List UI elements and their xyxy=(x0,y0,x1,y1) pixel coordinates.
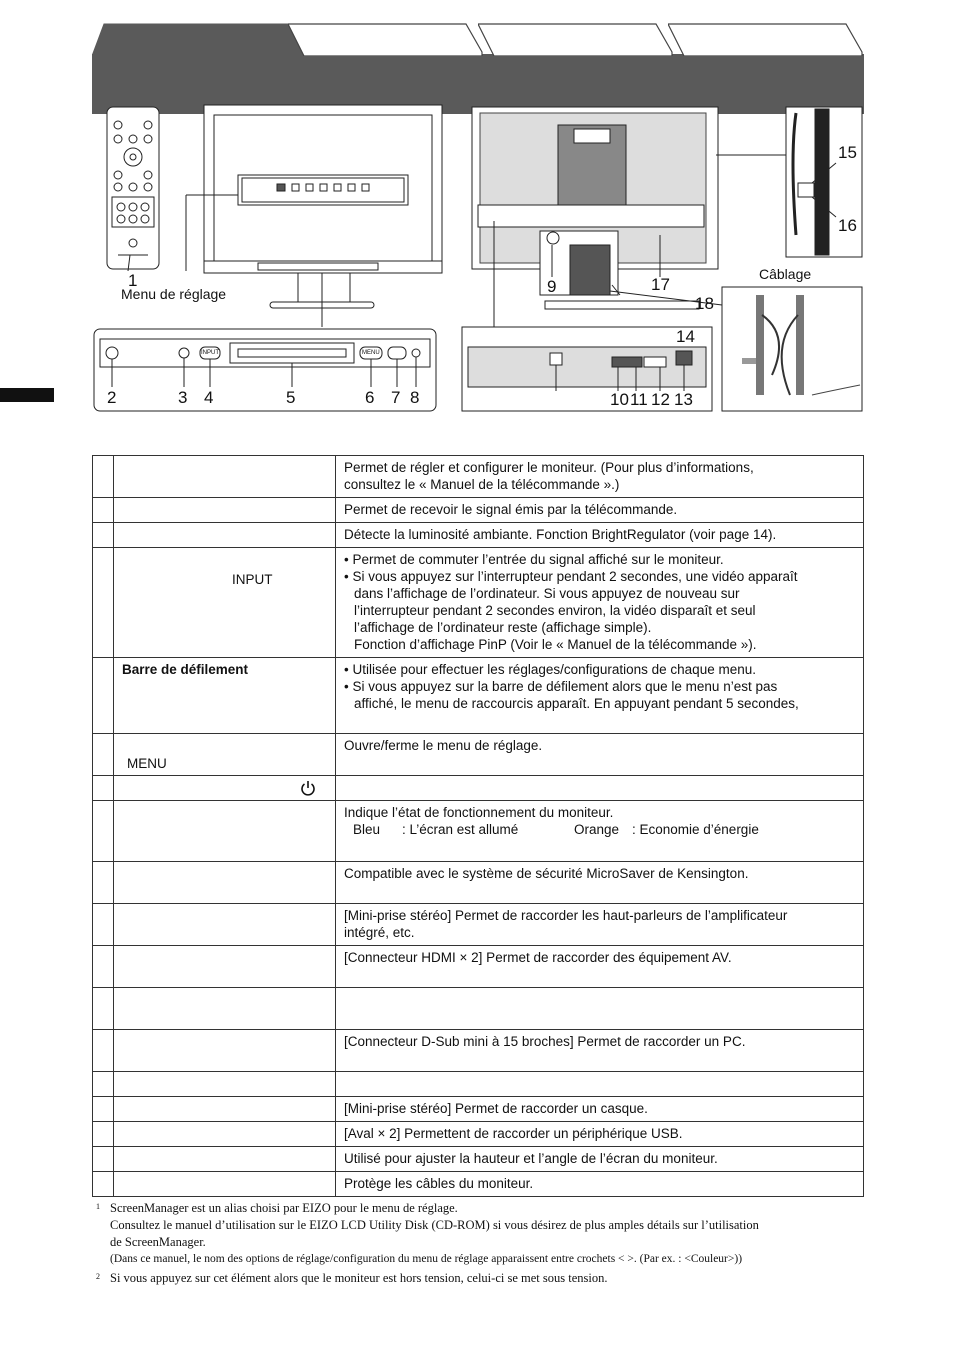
status-orange-text: : Economie d’énergie xyxy=(632,822,759,837)
table-cell xyxy=(114,734,336,776)
table-row xyxy=(93,523,864,548)
status-line xyxy=(344,821,855,838)
tab-2[interactable] xyxy=(288,22,484,56)
language-tabs xyxy=(92,22,864,94)
callout-10: 10 xyxy=(610,390,629,409)
status-blue: Bleu xyxy=(353,822,381,837)
table-cell xyxy=(93,498,114,523)
tab-4[interactable] xyxy=(668,22,864,56)
table-cell xyxy=(114,1122,336,1147)
table-cell xyxy=(336,862,864,904)
footnote-line: (Dans ce manuel, le nom des options de réglage/configuration du menu de réglage apparaissent entre crochets < >. (Par ex. : <Couleur>)) xyxy=(110,1253,743,1265)
row-desc: [Connecteur HDMI × 2] Permet de raccorder des équipement AV. xyxy=(344,950,732,965)
table-cell xyxy=(93,658,114,734)
row-desc: l’affichage de l’ordinateur reste (affichage simple). xyxy=(354,620,652,635)
table-row xyxy=(93,734,864,776)
table-cell xyxy=(93,1030,114,1072)
menu-button-mini-label: MENU xyxy=(362,350,380,356)
table-cell xyxy=(114,1097,336,1122)
caption-cablage: Câblage xyxy=(759,266,812,282)
table-cell xyxy=(93,1122,114,1147)
table-cell xyxy=(93,988,114,1030)
footnote-1 xyxy=(92,1200,882,1268)
table-row xyxy=(93,1172,864,1197)
table-cell xyxy=(93,776,114,801)
table-row xyxy=(93,548,864,658)
table-row xyxy=(93,1072,864,1097)
table-row xyxy=(93,776,864,801)
remote-control-icon xyxy=(107,107,159,269)
table-cell xyxy=(93,801,114,862)
table-cell xyxy=(336,658,864,734)
footnote-line: ScreenManager est un alias choisi par EIZO pour le menu de réglage. xyxy=(110,1201,458,1215)
callout-13: 13 xyxy=(674,390,693,409)
table-cell xyxy=(336,1097,864,1122)
callout-12: 12 xyxy=(651,390,670,409)
monitor-rear-icon xyxy=(472,107,718,309)
table-row xyxy=(93,946,864,988)
table-cell xyxy=(114,1172,336,1197)
table-cell xyxy=(336,988,864,1030)
table-cell xyxy=(114,498,336,523)
table-cell xyxy=(114,456,336,498)
table-row xyxy=(93,456,864,498)
table-cell xyxy=(93,862,114,904)
table-cell xyxy=(336,1172,864,1197)
table-row xyxy=(93,904,864,946)
row-desc: [Mini-prise stéréo] Permet de raccorder les haut-parleurs de l’amplificateur xyxy=(344,908,788,923)
table-row xyxy=(93,1097,864,1122)
table-row xyxy=(93,658,864,734)
footnotes xyxy=(92,1200,882,1287)
footnote-line: Consultez le manuel d’utilisation sur le EIZO LCD Utility Disk (CD-ROM) si vous désirez de plus amples détails sur l’utilisation xyxy=(110,1218,759,1232)
row-desc: affiché, le menu de raccourcis apparaît. En appuyant pendant 5 secondes, xyxy=(354,696,799,711)
power-icon xyxy=(300,779,316,797)
row-desc: Fonction d’affichage PinP (Voir le « Manuel de la télécommande »). xyxy=(354,637,757,652)
table-cell xyxy=(114,658,336,734)
table-row xyxy=(93,801,864,862)
scroll-bar-label: Barre de défilement xyxy=(122,662,249,677)
input-switch-label: INPUT xyxy=(232,572,273,587)
table-row xyxy=(93,862,864,904)
monitor-illustration xyxy=(0,95,954,425)
menu-button-label: MENU xyxy=(127,756,167,771)
callout-17: 17 xyxy=(651,275,670,294)
table-cell xyxy=(93,946,114,988)
cable-detail-icon xyxy=(722,287,862,411)
row-desc: l’interrupteur pendant 2 secondes environ, la vidéo disparaît et seul xyxy=(354,603,756,618)
footnote-mark: 2 xyxy=(96,1272,100,1281)
callout-1: 1 xyxy=(128,271,138,290)
status-blue-text: : L’écran est allumé xyxy=(402,822,519,837)
table-cell xyxy=(93,523,114,548)
row-desc: Détecte la luminosité ambiante. Fonction BrightRegulator (voir page 14). xyxy=(344,527,777,542)
row-desc: [Connecteur D-Sub mini à 15 broches] Permet de raccorder un PC. xyxy=(344,1034,746,1049)
row-desc: [Mini-prise stéréo] Permet de raccorder un casque. xyxy=(344,1101,648,1116)
callout-15: 15 xyxy=(838,143,857,162)
tab-3[interactable] xyxy=(478,22,674,56)
row-desc: consultez le « Manuel de la télécommande ».) xyxy=(344,477,620,492)
table-cell xyxy=(93,734,114,776)
table-row xyxy=(93,988,864,1030)
row-desc: [Aval × 2] Permettent de raccorder un périphérique USB. xyxy=(344,1126,683,1141)
table-cell xyxy=(93,1072,114,1097)
callout-6: 6 xyxy=(365,388,375,407)
table-cell xyxy=(114,988,336,1030)
row-desc: Compatible avec le système de sécurité MicroSaver de Kensington. xyxy=(344,866,749,881)
footnote-line: Si vous appuyez sur cet élément alors que le moniteur est hors tension, celui-ci se met sous tension. xyxy=(110,1271,608,1285)
table-cell xyxy=(114,1147,336,1172)
table-cell xyxy=(114,1072,336,1097)
table-cell xyxy=(336,776,864,801)
row-desc: intégré, etc. xyxy=(344,925,415,940)
callout-4: 4 xyxy=(204,388,214,407)
table-cell xyxy=(93,904,114,946)
callout-7: 7 xyxy=(391,388,401,407)
table-cell xyxy=(336,1072,864,1097)
row-desc: Ouvre/ferme le menu de réglage. xyxy=(344,738,543,753)
table-cell xyxy=(114,862,336,904)
callout-16: 16 xyxy=(838,216,857,235)
table-cell xyxy=(336,456,864,498)
row-desc: Permet de recevoir le signal émis par la télécommande. xyxy=(344,502,678,517)
table-cell xyxy=(114,776,336,801)
table-row xyxy=(93,1147,864,1172)
footnote-2 xyxy=(92,1270,882,1287)
table-cell xyxy=(336,734,864,776)
row-desc: Permet de régler et configurer le moniteur. (Pour plus d’informations, xyxy=(344,460,754,475)
table-cell xyxy=(93,1097,114,1122)
footnote-line: de ScreenManager. xyxy=(110,1235,206,1249)
callout-11: 11 xyxy=(630,390,648,409)
row-desc: Protège les câbles du moniteur. xyxy=(344,1176,534,1191)
row-desc: • Utilisée pour effectuer les réglages/configurations de chaque menu. xyxy=(344,662,756,677)
front-panel-icon xyxy=(94,329,436,411)
table-cell xyxy=(93,1147,114,1172)
table-cell xyxy=(336,1030,864,1072)
table-cell xyxy=(336,548,864,658)
table-cell xyxy=(114,548,336,658)
row-desc: • Si vous appuyez sur la barre de défilement alors que le menu n’est pas xyxy=(344,679,778,694)
status-orange: Orange xyxy=(574,822,620,837)
caption-menu: Menu de réglage xyxy=(121,286,227,302)
table-row xyxy=(93,498,864,523)
callout-2: 2 xyxy=(107,388,117,407)
callout-14: 14 xyxy=(676,327,695,346)
monitor-front-icon xyxy=(204,105,442,308)
row-desc: dans l’affichage de l’ordinateur. Si vous appuyez de nouveau sur xyxy=(354,586,740,601)
tab-active[interactable] xyxy=(92,22,308,56)
row-desc: Indique l’état de fonctionnement du moniteur. xyxy=(344,805,614,820)
footnote-mark: 1 xyxy=(96,1202,100,1211)
table-cell xyxy=(336,1122,864,1147)
table-row xyxy=(93,1030,864,1072)
callout-18: 18 xyxy=(695,294,714,313)
parts-table xyxy=(92,455,864,1197)
table-cell xyxy=(93,548,114,658)
table-row xyxy=(93,1122,864,1147)
input-button-label: INPUT xyxy=(201,350,219,356)
callout-3: 3 xyxy=(178,388,188,407)
table-cell xyxy=(336,904,864,946)
table-cell xyxy=(93,1172,114,1197)
row-desc: • Permet de commuter l’entrée du signal affiché sur le moniteur. xyxy=(344,552,724,567)
table-cell xyxy=(336,801,864,862)
row-desc: • Si vous appuyez sur l’interrupteur pendant 2 secondes, une vidéo apparaît xyxy=(344,569,798,584)
callout-8: 8 xyxy=(410,388,420,407)
table-cell xyxy=(114,1030,336,1072)
table-cell xyxy=(336,1147,864,1172)
table-cell xyxy=(114,946,336,988)
row-desc: Utilisé pour ajuster la hauteur et l’angle de l’écran du moniteur. xyxy=(344,1151,718,1166)
callout-9: 9 xyxy=(547,277,557,296)
table-cell xyxy=(114,801,336,862)
monitor-diagram xyxy=(0,95,954,425)
table-cell xyxy=(93,456,114,498)
table-cell xyxy=(114,904,336,946)
table-cell xyxy=(114,523,336,548)
callout-5: 5 xyxy=(286,388,296,407)
table-cell xyxy=(336,946,864,988)
table-cell xyxy=(336,498,864,523)
table-cell xyxy=(336,523,864,548)
